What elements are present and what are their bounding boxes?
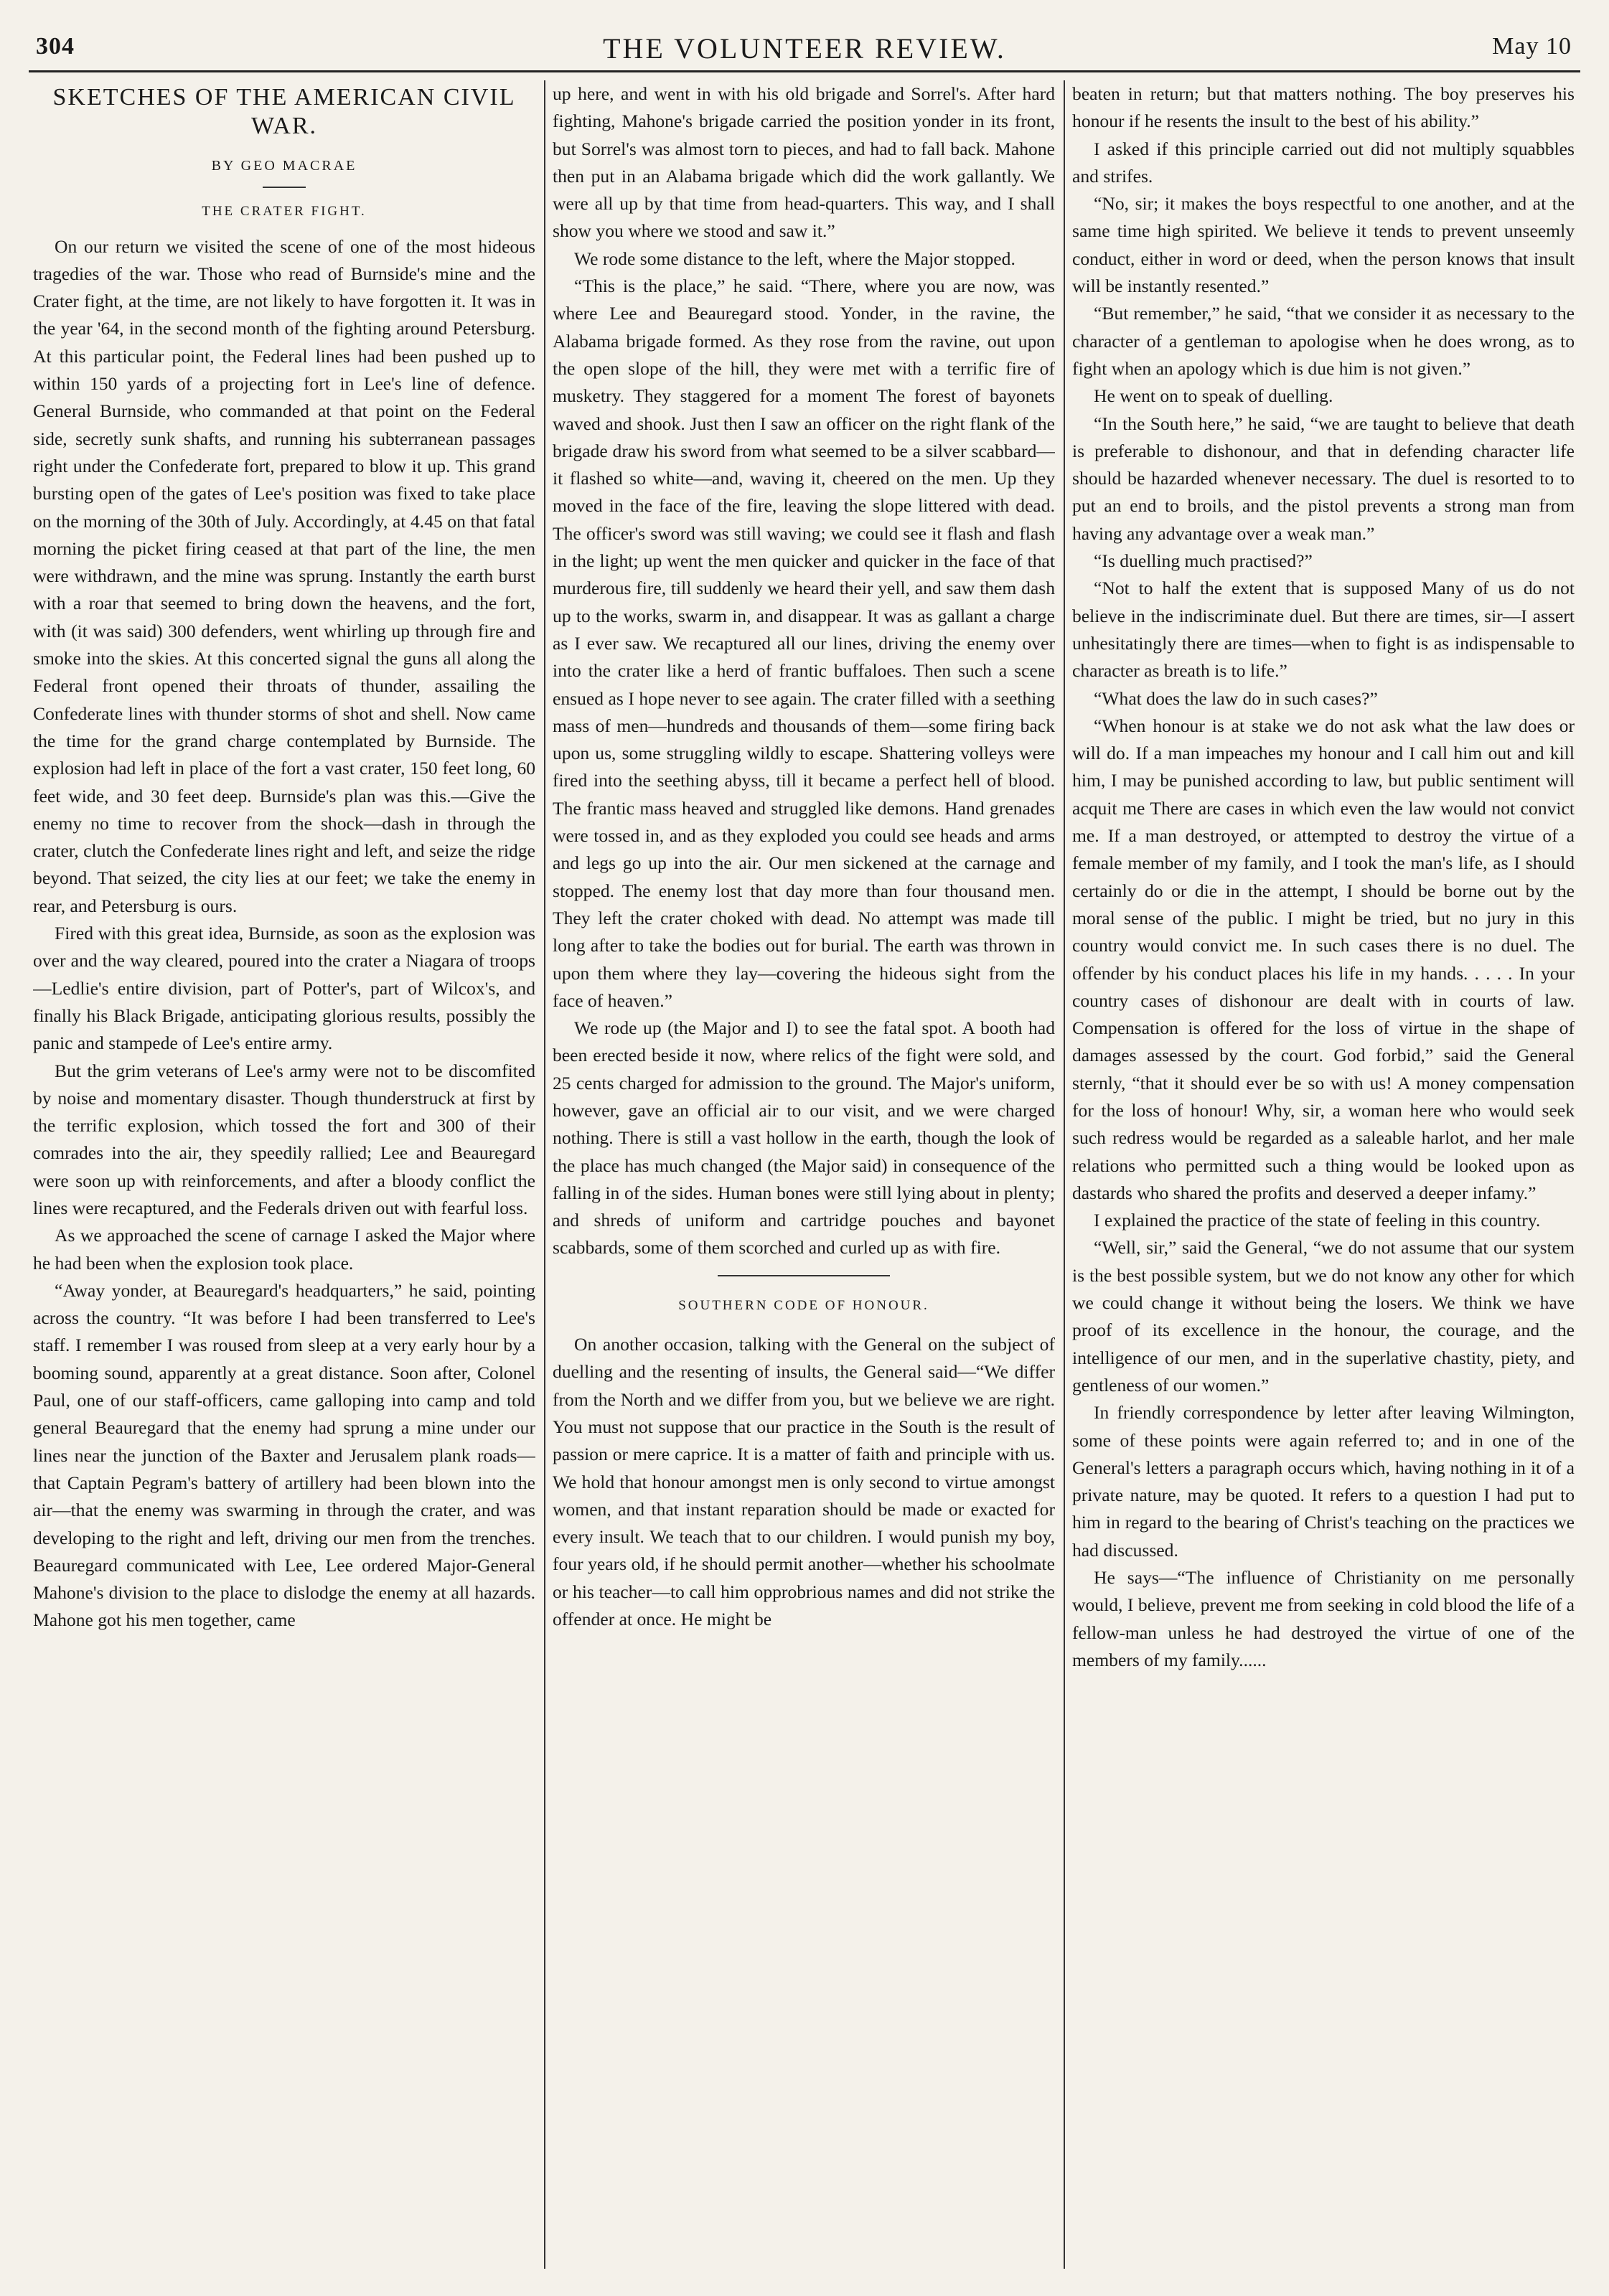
column-rule: [544, 80, 545, 2269]
article-title: SKETCHES OF THE AMERICAN CIVIL WAR.: [52, 84, 516, 139]
paragraph: “This is the place,” he said. “There, where you are now, was where Lee and Beauregard stood. Yonder, in the ravine, the Alabama brigade formed. As they rose from the ravine, out upon the open slope of the hill, they were met with a terrific fire of musketry. They staggered for a moment The forest of bayonets waved and shook. Just then I saw an officer on the right flank of the brigade draw his sword from what seemed to be a silver scabbard—it flashed so white—and, waving it, cheered on the men. Up they moved in the face of the fire, leaving the slope littered with dead. The officer's sword was still waving; we could see it flash and flash in the light; up went the men quicker and quicker in the face of that murderous fire, till suddenly we heard their yell, and saw them dash up to the works, swarm in, and disappear. It was as gallant a charge as I ever saw. We recaptured all our lines, driving the enemy over into the crater like a herd of frantic buffaloes. Then such a scene ensued as I hope never to see again. The crater filled with a seething mass of men—hundreds and thousands of them—some firing back upon us, some struggling wildly to escape. Shattering volleys were fired into the seething abyss, till it became a perfect hell of blood. The frantic mass heaved and struggled like demons. Hand grenades were tossed in, and as they exploded you could see heads and arms and legs go up into the air. Our men sickened at the carnage and stopped. The enemy lost that day more than four thousand men. They left the crater choked with dead. No attempt was made till long after to take the bodies out for burial. The earth was thrown in upon them where they lay—covering the hideous sight from the face of heaven.”: [553, 276, 1055, 1011]
paragraph: “Is duelling much practised?”: [1094, 550, 1313, 572]
title-rule: [263, 187, 306, 188]
page-number: 304: [36, 33, 75, 60]
column-1: [33, 80, 535, 2269]
paragraph: beaten in return; but that matters nothing. The boy preserves his honour if he resents the insult to the best of his ability.”: [1072, 83, 1575, 132]
paragraph: “Well, sir,” said the General, “we do not assume that our system is the best possible system, but we do not know any other for which we could change it without being the losers. We think we have proof of its excellence in the honour, the courage, and the intelligence of our men, and in the superlative chastity, piety, and gentleness of our women.”: [1072, 1237, 1575, 1396]
paragraph: On another occasion, talking with the General on the subject of duelling and the resenting of insults, the General said—“We differ from the North and we differ from you, but we believe we are right. You must not suppose that our practice in the South is the result of passion or mere caprice. It is a matter of faith and principle with us. We hold that honour amongst men is only second to virtue amongst women, and that instant reparation should be made or exacted for every insult. We teach that to our children. I would punish my boy, four years old, if he should permit another—whether his schoolmate or his teacher—to call him opprobrious names and did not strike the offender at once. He might be: [553, 1334, 1055, 1630]
paragraph: “Away yonder, at Beauregard's headquarters,” he said, pointing across the country. “It was before I had been transferred to Lee's staff. I remember I was roused from sleep at a very early hour by a booming sound, apparently at a great distance. Soon after, Colonel Paul, one of our staff-officers, came galloping into camp and told general Beauregard that the enemy had sprung a mine under our lines near the junction of the Baxter and Jerusalem plank roads—that Captain Pegram's battery of artillery had been blown into the air—that the enemy was swarming in through the crater, and was developing to the right and left, driving our men from the trenches. Beauregard communicated with Lee, Lee ordered Major-General Mahone's division to the place to dislodge the enemy at all hazards. Mahone got his men together, came: [33, 1279, 535, 1631]
paragraph: “Not to half the extent that is supposed Many of us do not believe in the indiscriminate duel. But there are times, sir—I assert unhesitatingly there are times—when to fight is as indispensable to character as breath is to life.”: [1072, 578, 1575, 682]
paragraph: I asked if this principle carried out did not multiply squabbles and strifes.: [1072, 138, 1575, 187]
paragraph: We rode some distance to the left, where the Major stopped.: [574, 248, 1015, 269]
column-2-text-a: [553, 80, 1055, 1262]
publication-title: THE VOLUNTEER REVIEW.: [603, 32, 1006, 65]
paragraph: He went on to speak of duelling.: [1094, 385, 1333, 407]
column-3: [1072, 80, 1575, 2269]
paragraph: I explained the practice of the state of feeling in this country.: [1094, 1210, 1541, 1231]
paragraph: “In the South here,” he said, “we are taught to believe that death is preferable to dishonour, and that in defending character life should be hazarded whenever necessary. The duel is resorted to to put an end to broils, and the pistol prevents a strong man from having any advantage over a weak man.”: [1072, 413, 1575, 544]
column-3-text: [1072, 80, 1575, 1674]
paragraph: “But remember,” he said, “that we consider it as necessary to the character of a gentleman to apologise when he does wrong, as to fight when an apology which is due him is not given.”: [1072, 303, 1575, 379]
column-2: [553, 80, 1055, 2269]
paragraph: “What does the law do in such cases?”: [1094, 687, 1378, 709]
paragraph: On our return we visited the scene of one of the most hideous tragedies of the war. Those who read of Burnside's mine and the Crater fight, at the time, are not likely to have forgotten it. It was in the year '64, in the second month of the fighting around Petersburg. At this particular point, the Federal lines had been pushed up to within 150 yards of a projecting fort in Lee's line of defence. General Burnside, who commanded at that point on the Federal side, secretly sunk shafts, and running his subterranean passages right under the Confederate fort, prepared to blow it up. This grand bursting open of the gates of Lee's position was fixed to take place on the morning of the 30th of July. Accordingly, at 4.45 on that fatal morning the picket firing ceased at that part of the line, the men were withdrawn, and the mine was sprung. Instantly the earth burst with a roar that seemed to bring down the heavens, and the fort, with (it was said) 300 defenders, went whirling up through fire and smoke into the skies. At this concerted signal the guns all along the Federal front opened their throats of thunder, assailing the Confederate lines with thunder storms of shot and shell. Now came the time for the grand charge contemplated by Burnside. The explosion had left in place of the fort a vast crater, 150 feet long, 60 feet wide, and 30 feet deep. Burnside's plan was this.—Give the enemy no time to recover from the shock—dash in through the crater, clutch the Confederate lines right and left, and seize the ridge beyond. That seized, the city lies at our feet; we take the enemy in rear, and Petersburg is ours.: [33, 235, 535, 916]
paragraph: As we approached the scene of carnage I asked the Major where he had been when the explosion took place.: [33, 1225, 535, 1274]
column-1-text: [33, 233, 535, 1634]
column-rule: [1064, 80, 1065, 2269]
paragraph: “When honour is at stake we do not ask what the law does or will do. If a man impeaches my honour and I call him out and kill him, I may be punished according to law, but public sentiment will acquit me There are cases in which even the law would not convict me. If a man destroyed, or attempted to destroy the virtue of a female member of my family, and I took the man's life, as I should certainly do or die in the attempt, I should be borne out by the moral sense of the public. I might be tried, but no jury in this country would convict me. In such cases there is no duel. The offender by his conduct places his life in my hands. . . . . In your country cases of dishonour are dealt with in courts of law. Compensation is offered for the loss of virtue in the shape of damages assessed by the court. God forbid,” said the General sternly, “that it should ever be so with us! A money compensation for the loss of honour! Why, sir, a woman here who would seek such redress would be regarded as a saleable harlot, and her male relations who permitted such a thing would be looked upon as dastards who shared the profits and deserved a deeper infamy.”: [1072, 715, 1575, 1203]
paragraph: up here, and went in with his old brigade and Sorrel's. After hard fighting, Mahone's brigade carried the position yonder in its front, but Sorrel's was almost torn to pieces, and had to fall back. Mahone then put in an Alabama brigade which did the work gallantly. We were all up by that time from head-quarters. This way, and I shall show you where we stood and saw it.”: [553, 83, 1055, 242]
paragraph: Fired with this great idea, Burnside, as soon as the explosion was over and the way cleared, poured into the crater a Niagara of troops—Ledlie's entire division, part of Potter's, part of Wilcox's, and finally his Black Brigade, anticipating glorious results, possibly the panic and stampede of Lee's entire army.: [33, 923, 535, 1054]
section-heading-crater-fight: THE CRATER FIGHT.: [202, 204, 367, 220]
issue-date: May 10: [1492, 33, 1572, 60]
page-header: [29, 27, 1580, 72]
paragraph: In friendly correspondence by letter after leaving Wilmington, some of these points were again referred to; and in one of the General's letters a paragraph occurs which, having nothing in it of a private nature, may be quoted. It refers to a question I had put to him in regard to the bearing of Christ's teaching on the practices we had discussed.: [1072, 1402, 1575, 1561]
paragraph: He says—“The influence of Christianity on me personally would, I believe, prevent me from seeking in cold blood the life of a fellow-man unless he had destroyed the virtue of one of the members of my family......: [1072, 1567, 1575, 1670]
paragraph: We rode up (the Major and I) to see the fatal spot. A booth had been erected beside it now, where relics of the fight were sold, and 25 cents charged for admission to the ground. The Major's uniform, however, gave an official air to our visit, and we were charged nothing. There is still a vast hollow in the earth, though the look of the place has much changed (the Major said) in consequence of the falling in of the sides. Human bones were still lying about in plenty; and shreds of uniform and cartridge pouches and bayonet scabbards, some of them scorched and curled up as with fire.: [553, 1017, 1055, 1258]
paragraph: But the grim veterans of Lee's army were not to be discomfited by noise and momentary disaster. Though thunderstruck at first by the terrific explosion, which tossed the fort and 300 of their comrades into the air, they speedily rallied; Lee and Beauregard were soon up with reinforcements, and after a bloody conflict the lines were recaptured, and the Federals driven out with fearful loss.: [33, 1060, 535, 1218]
column-2-text-b: [553, 1331, 1055, 1633]
article-byline: BY GEO MACRAE: [211, 158, 357, 174]
section-heading-code-of-honour: SOUTHERN CODE OF HONOUR.: [678, 1297, 929, 1313]
section-divider: [718, 1275, 890, 1276]
paragraph: “No, sir; it makes the boys respectful to one another, and at the same time high spirited. We believe it tends to prevent unseemly conduct, either in word or deed, when the person knows that insult will be instantly resented.”: [1072, 193, 1575, 297]
